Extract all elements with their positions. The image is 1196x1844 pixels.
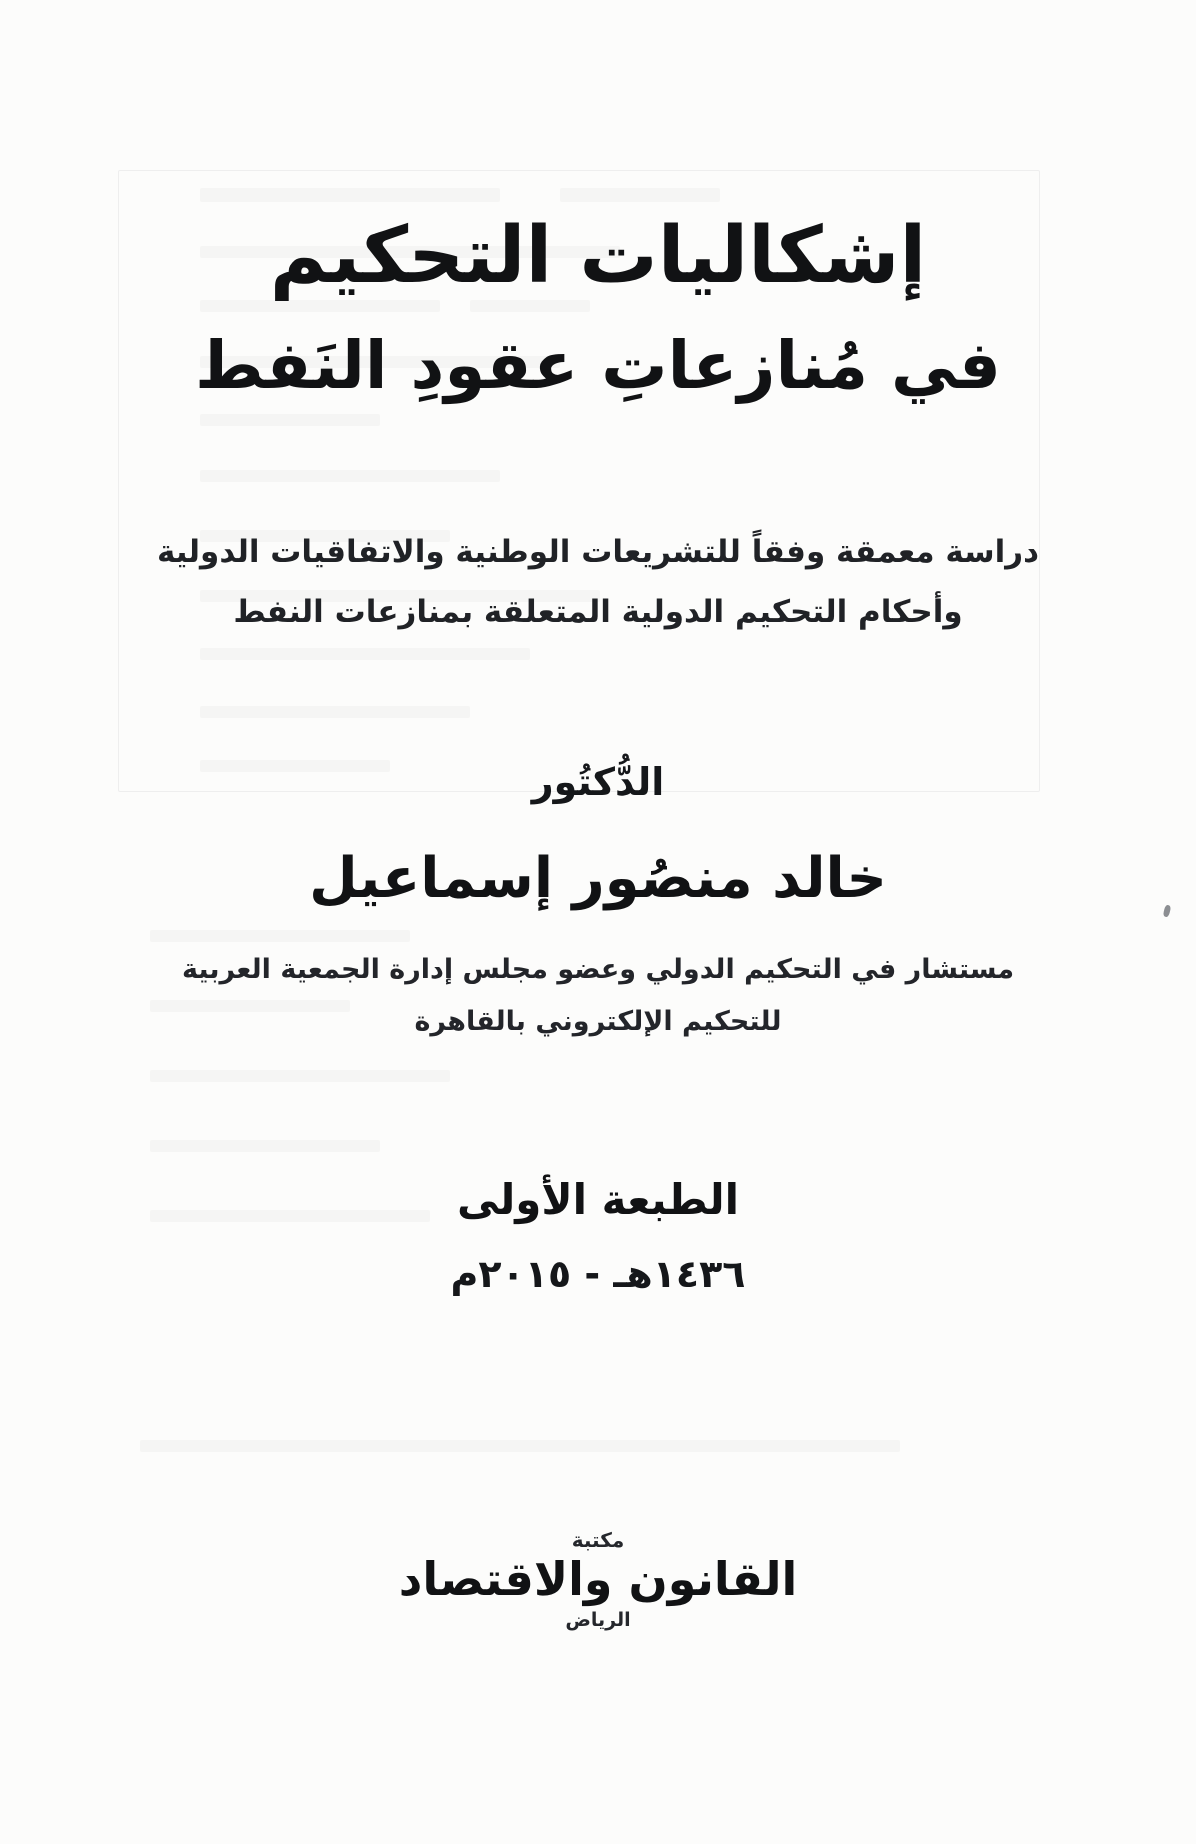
publisher-top-word: مكتبة [571,1528,625,1552]
publication-year: ١٤٣٦هـ - ٢٠١٥م [450,1252,746,1296]
book-subtitle-line-1: دراسة معمقة وفقاً للتشريعات الوطنية والاتفاقيات الدولية [156,534,1040,570]
author-affiliation-line-2: للتحكيم الإلكتروني بالقاهرة [414,1006,782,1037]
book-title-line-2: في مُنازعاتِ عقودِ النَفط [194,327,1002,404]
author-name: خالد منصُور إسماعيل [309,846,887,911]
publisher-name: القانون والاقتصاد [398,1552,798,1606]
publisher-city: الرياض [565,1608,631,1631]
author-affiliation-line-1: مستشار في التحكيم الدولي وعضو مجلس إدارة الجمعية العربية [181,954,1015,985]
author-title-label: الدُّكتُور [531,760,665,804]
edition-label: الطبعة الأولى [456,1175,740,1224]
publisher-logo [0,1528,1196,1631]
book-title-line-1: إشكاليات التحكيم [269,211,927,301]
book-subtitle-line-2: وأحكام التحكيم الدولية المتعلقة بمنازعات النفط [233,594,963,630]
